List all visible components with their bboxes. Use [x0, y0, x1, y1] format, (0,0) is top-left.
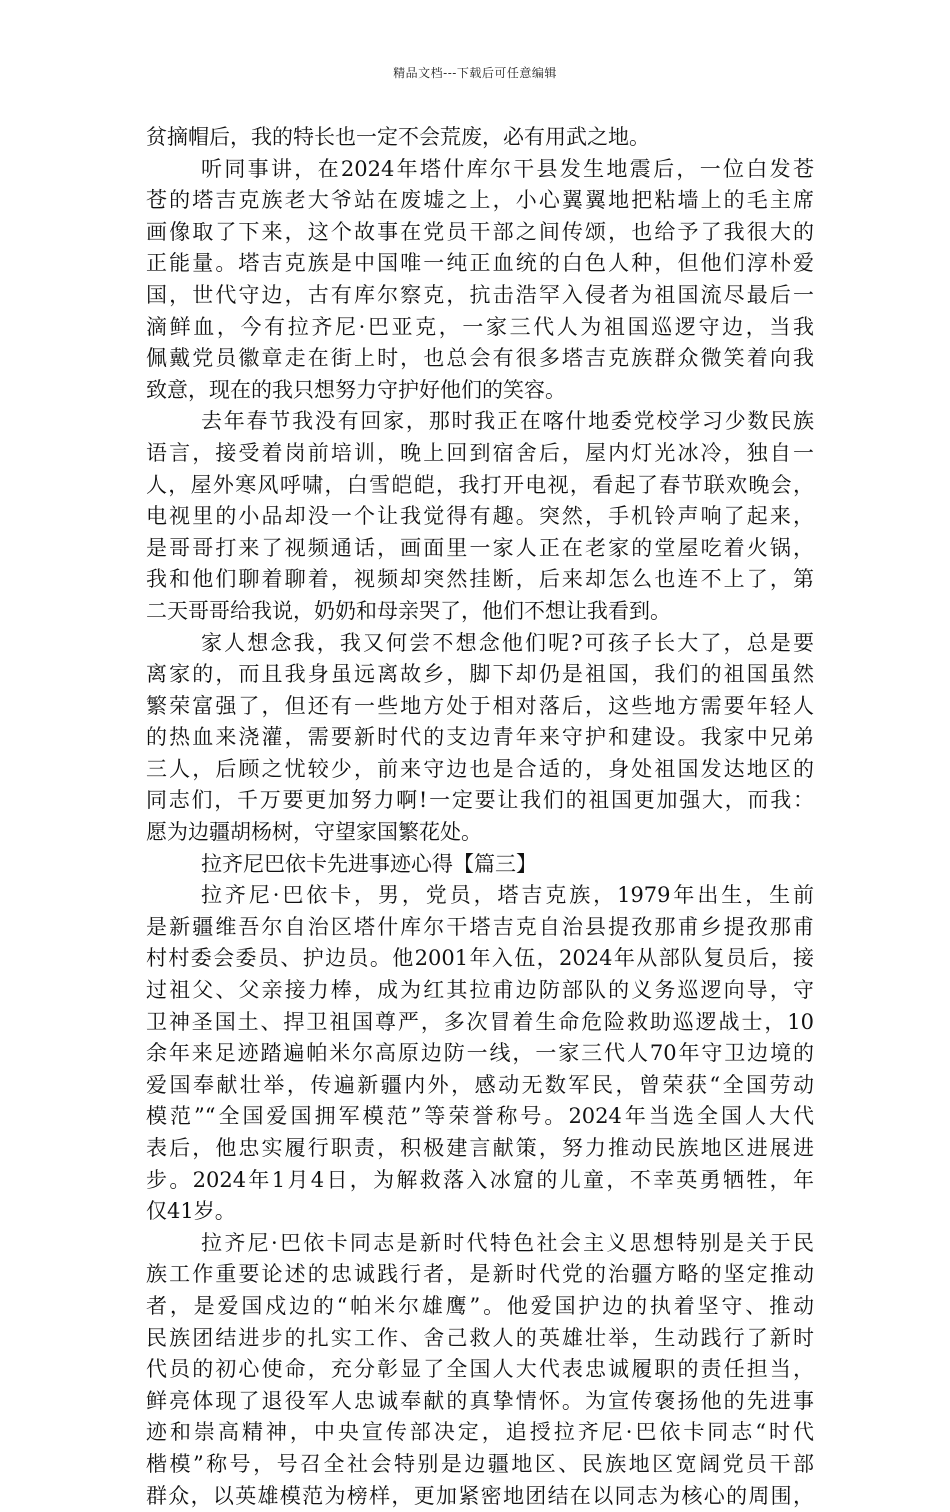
- text-line: 人，屋外寒风呼啸，白雪皑皑，我打开电视，看起了春节联欢晚会，: [146, 472, 814, 497]
- text-line: 的热血来浇灌，需要新时代的支边青年来守护和建设。我家中兄弟: [146, 725, 814, 750]
- text-line: 正能量。塔吉克族是中国唯一纯正血统的白色人种，但他们淳朴爱: [146, 251, 814, 276]
- text-line: 楷模”称号，号召全社会特别是边疆地区、民族地区宽阔党员干部: [146, 1451, 814, 1476]
- text-line: 电视里的小品却没一个让我觉得有趣。突然，手机铃声响了起来，: [146, 504, 814, 529]
- text-line: 语言，接受着岗前培训，晚上回到宿舍后，屋内灯光冰冷，独自一: [146, 440, 814, 465]
- text-line: 去年春节我没有回家，那时我正在喀什地委党校学习少数民族: [201, 409, 814, 434]
- text-line: 拉齐尼巴依卡先进事迹心得【篇三】: [201, 851, 537, 876]
- text-line: 仅41岁。: [146, 1199, 236, 1224]
- text-line: 拉齐尼·巴依卡同志是新时代特色社会主义思想特别是关于民: [201, 1230, 814, 1255]
- text-line: 步。2024年1月4日，为解救落入冰窟的儿童，不幸英勇牺牲，年: [146, 1167, 814, 1192]
- text-line: 滴鲜血，今有拉齐尼·巴亚克，一家三代人为祖国巡逻守边，当我: [146, 314, 814, 339]
- text-line: 族工作重要论述的忠诚践行者，是新时代党的治疆方略的坚定推动: [146, 1262, 814, 1287]
- text-line: 贫摘帽后，我的特长也一定不会荒废，必有用武之地。: [146, 125, 650, 149]
- text-line: 爱国奉献壮举，传遍新疆内外，感动无数军民，曾荣获“全国劳动: [146, 1072, 814, 1097]
- text-line: 表后，他忠实履行职责，积极建言献策，努力推动民族地区进展进: [146, 1136, 814, 1160]
- text-line: 二天哥哥给我说，奶奶和母亲哭了，他们不想让我看到。: [146, 598, 671, 623]
- text-line: 者，是爱国戍边的“帕米尔雄鹰”。他爱国护边的执着坚守、推动: [146, 1293, 814, 1318]
- text-line: 繁荣富强了，但还有一些地方处于相对落后，这些地方需要年轻人: [146, 693, 814, 718]
- text-line: 致意，现在的我只想努力守护好他们的笑容。: [146, 377, 566, 402]
- text-line: 模范”“全国爱国拥军模范”等荣誉称号。2024年当选全国人大代: [146, 1104, 814, 1129]
- text-line: 我和他们聊着聊着，视频却突然挂断，后来却怎么也连不上了，第: [146, 567, 814, 592]
- text-line: 卫神圣国土、捍卫祖国尊严，多次冒着生命危险救助巡逻战士，10: [146, 1009, 814, 1034]
- text-line: 鲜亮体现了退役军人忠诚奉献的真挚情怀。为宣传褒扬他的先进事: [146, 1388, 814, 1413]
- text-line: 离家的，而且我身虽远离故乡，脚下却仍是祖国，我们的祖国虽然: [146, 662, 814, 687]
- text-line: 家人想念我，我又何尝不想念他们呢?可孩子长大了，总是要: [201, 630, 814, 655]
- text-line: 余年来足迹踏遍帕米尔高原边防一线，一家三代人70年守卫边境的: [146, 1041, 814, 1066]
- text-line: 拉齐尼·巴依卡，男，党员，塔吉克族，1979年出生，生前: [201, 883, 814, 908]
- text-line: 过祖父、父亲接力棒，成为红其拉甫边防部队的义务巡逻向导，守: [146, 978, 814, 1003]
- text-line: 苍的塔吉克族老大爷站在废墟之上，小心翼翼地把粘墙上的毛主席: [146, 188, 814, 213]
- text-line: 同志们，千万要更加努力啊!一定要让我们的祖国更加强大，而我：: [146, 788, 814, 813]
- text-line: 国，世代守边，古有库尔察克，抗击浩罕入侵者为祖国流尽最后一: [146, 282, 814, 307]
- text-line: 是哥哥打来了视频通话，画面里一家人正在老家的堂屋吃着火锅，: [146, 535, 814, 560]
- text-line: 群众，以英雄模范为榜样，更加紧密地团结在以同志为核心的周围，: [146, 1483, 814, 1508]
- text-line: 愿为边疆胡杨树，守望家国繁花处。: [146, 820, 482, 845]
- document-body: [146, 122, 814, 1512]
- text-line: 三人，后顾之忧较少，前来守边也是合适的，身处祖国发达地区的: [146, 756, 814, 781]
- text-line: 民族团结进步的扎实工作、舍己救人的英雄壮举，生动践行了新时: [146, 1325, 814, 1350]
- text-line: 代员的初心使命，充分彰显了全国人大代表忠诚履职的责任担当，: [146, 1357, 814, 1382]
- text-line: 佩戴党员徽章走在街上时，也总会有很多塔吉克族群众微笑着向我: [146, 346, 814, 371]
- text-line: 村村委会委员、护边员。他2001年入伍，2024年从部队复员后，接: [146, 946, 814, 971]
- text-line: 听同事讲，在2024年塔什库尔干县发生地震后，一位白发苍: [201, 156, 814, 181]
- text-line: 迹和崇高精神，中央宣传部决定，追授拉齐尼·巴依卡同志“时代: [146, 1420, 814, 1445]
- text-line: 是新疆维吾尔自治区塔什库尔干塔吉克自治县提孜那甫乡提孜那甫: [146, 914, 814, 939]
- page-header: 精品文档---下载后可任意编辑: [393, 66, 557, 80]
- text-line: 画像取了下来，这个故事在党员干部之间传颂，也给予了我很大的: [146, 219, 814, 244]
